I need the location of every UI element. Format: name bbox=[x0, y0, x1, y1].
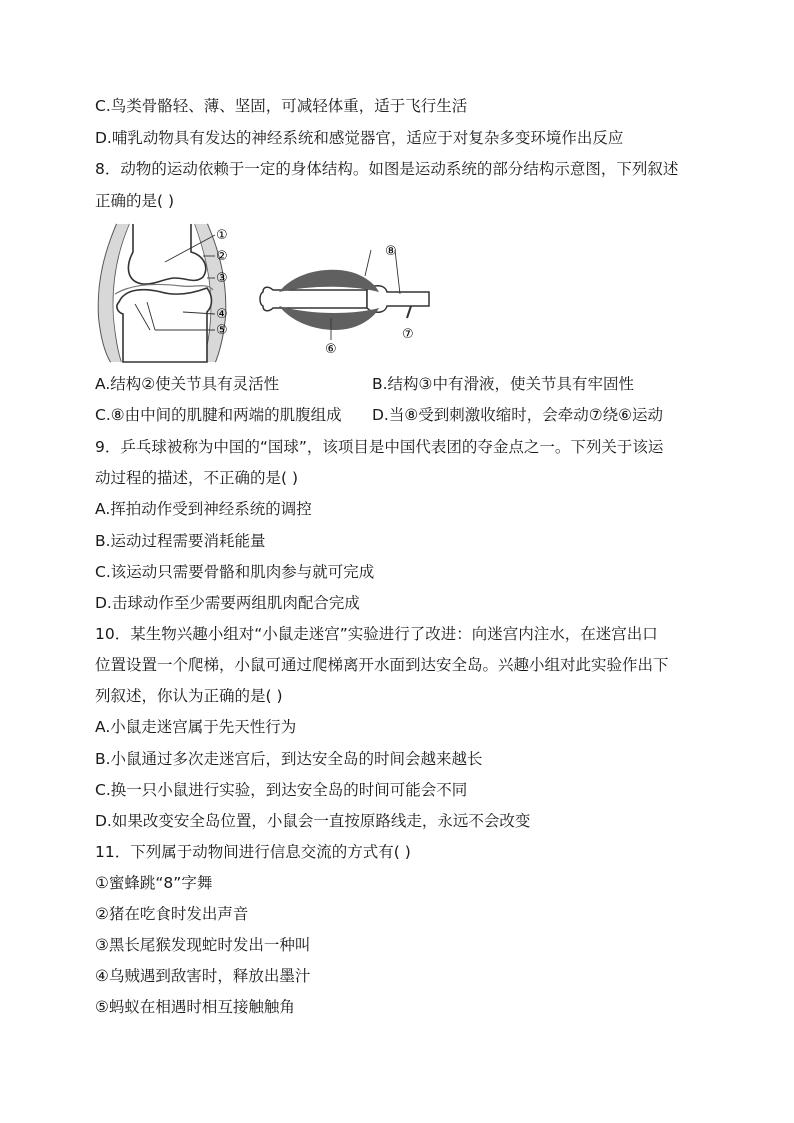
joint-muscle-figure bbox=[95, 222, 440, 364]
item-11-4: ④乌贼遇到敌害时，释放出墨汁 bbox=[95, 967, 311, 985]
question-8-stem: 8．动物的运动依赖于一定的身体结构。如图是运动系统的部分结构示意图，下列叙述 bbox=[95, 160, 679, 178]
option-10d: D.如果改变安全岛位置，小鼠会一直按原路线走，永远不会改变 bbox=[95, 812, 531, 830]
label-5: ⑤ bbox=[216, 323, 228, 338]
option-8d: D.当⑧受到刺激收缩时，会牵动⑦绕⑥运动 bbox=[372, 406, 664, 424]
option-9b: B.运动过程需要消耗能量 bbox=[95, 532, 266, 550]
joint-muscle-diagram bbox=[95, 222, 440, 364]
joint-diagram bbox=[99, 224, 226, 362]
question-10-stem-cont2: 列叙述，你认为正确的是( ) bbox=[95, 687, 283, 705]
label-8: ⑧ bbox=[385, 244, 397, 259]
label-3: ③ bbox=[216, 271, 228, 286]
option-10c: C.换一只小鼠进行实验，到达安全岛的时间可能会不同 bbox=[95, 781, 468, 799]
option-9d: D.击球动作至少需要两组肌肉配合完成 bbox=[95, 594, 360, 612]
label-6: ⑥ bbox=[325, 342, 337, 357]
question-8-stem-cont: 正确的是( ) bbox=[95, 192, 175, 210]
item-11-3: ③黑长尾猴发现蛇时发出一种叫 bbox=[95, 936, 311, 954]
question-9-stem-cont: 动过程的描述，不正确的是( ) bbox=[95, 469, 299, 487]
label-1: ① bbox=[216, 228, 228, 243]
option-8c: C.⑧由中间的肌腱和两端的肌腹组成 bbox=[95, 406, 342, 424]
label-2: ② bbox=[216, 249, 228, 264]
option-8a: A.结构②使关节具有灵活性 bbox=[95, 375, 280, 393]
item-11-1: ①蜜蜂跳“8”字舞 bbox=[95, 874, 213, 892]
question-11-stem: 11．下列属于动物间进行信息交流的方式有( ) bbox=[95, 843, 411, 861]
option-7d: D.哺乳动物具有发达的神经系统和感觉器官，适应于对复杂多变环境作出反应 bbox=[95, 129, 624, 147]
label-4: ④ bbox=[216, 307, 228, 322]
label-7: ⑦ bbox=[402, 327, 414, 342]
option-7c: C.鸟类骨骼轻、薄、坚固，可减轻体重，适于飞行生活 bbox=[95, 97, 468, 115]
option-9a: A.挥拍动作受到神经系统的调控 bbox=[95, 500, 312, 518]
option-9c: C.该运动只需要骨骼和肌肉参与就可完成 bbox=[95, 563, 375, 581]
item-11-5: ⑤蚂蚁在相遇时相互接触触角 bbox=[95, 998, 295, 1016]
option-10b: B.小鼠通过多次走迷宫后，到达安全岛的时间会越来越长 bbox=[95, 750, 483, 768]
option-10a: A.小鼠走迷宫属于先天性行为 bbox=[95, 718, 297, 736]
question-10-stem-cont1: 位置设置一个爬梯，小鼠可通过爬梯离开水面到达安全岛。兴趣小组对此实验作出下 bbox=[95, 656, 669, 674]
option-8b: B.结构③中有滑液，使关节具有牢固性 bbox=[372, 375, 634, 393]
question-9-stem: 9．乒乓球被称为中国的“国球”，该项目是中国代表团的夺金点之一。下列关于该运 bbox=[95, 438, 664, 456]
question-10-stem: 10．某生物兴趣小组对“小鼠走迷宫”实验进行了改进：向迷宫内注水，在迷宫出口 bbox=[95, 625, 658, 643]
item-11-2: ②猪在吃食时发出声音 bbox=[95, 905, 249, 923]
